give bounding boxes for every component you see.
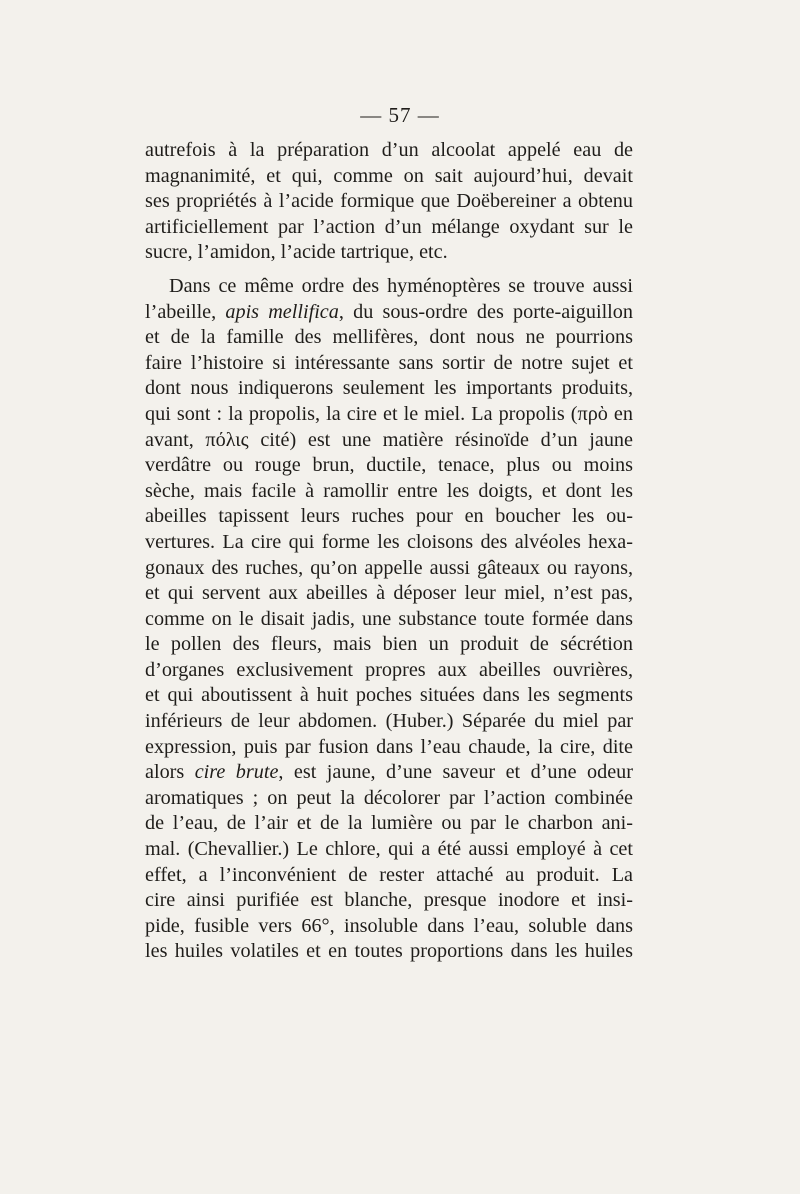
text-line: cire ainsi purifiée est blanche, presque inodore et insi- xyxy=(145,889,633,912)
page-number: — 57 — xyxy=(360,103,440,127)
text-line: sucre, l’amidon, l’acide tartrique, etc. xyxy=(145,241,448,264)
text-line: magnanimité, et qui, comme on sait aujourd’hui, devait xyxy=(145,164,633,187)
text-run: , est jaune, d’une saveur et d’une odeur xyxy=(278,761,633,784)
text-line: le pollen des fleurs, mais bien un produit de sécrétion xyxy=(145,633,633,656)
text-line: artificiellement par l’action d’un mélange oxydant sur le xyxy=(145,215,633,238)
paragraph-2 xyxy=(145,274,633,965)
text-line: qui sont : la propolis, la cire et le miel. La propolis (πρὸ en xyxy=(145,402,633,425)
text-line: verdâtre ou rouge brun, ductile, tenace, plus ou moins xyxy=(145,454,633,477)
text-line: Dans ce même ordre des hyménoptères se trouve aussi xyxy=(169,274,633,297)
italic-term: cire brute xyxy=(194,761,279,784)
text-line: mal. (Chevallier.) Le chlore, qui a été aussi employé à cet xyxy=(145,838,633,861)
text-line: autrefois à la préparation d’un alcoolat appelé eau de xyxy=(145,139,633,161)
text-line: comme on le disait jadis, une substance toute formée dans xyxy=(145,607,633,630)
text-line: d’organes exclusivement propres aux abeilles ouvrières, xyxy=(145,658,633,681)
text-line xyxy=(145,760,633,786)
paragraph-1 xyxy=(145,138,633,266)
paragraph-spacer xyxy=(145,266,633,274)
text-line: abeilles tapissent leurs ruches pour en boucher les ou- xyxy=(145,505,633,528)
text-line: avant, πόλις cité) est une matière résinoïde d’un jaune xyxy=(145,428,633,451)
text-run: , du sous-ordre des porte-aiguillon xyxy=(338,300,633,323)
text-line: les huiles volatiles et en toutes proportions dans les huiles xyxy=(145,940,633,963)
text-line: sèche, mais facile à ramollir entre les doigts, et dont les xyxy=(145,479,633,502)
text-line: gonaux des ruches, qu’on appelle aussi gâteaux ou rayons, xyxy=(145,556,633,579)
text-line: pide, fusible vers 66°, insoluble dans l’eau, soluble dans xyxy=(145,914,633,937)
italic-term: apis mellifica xyxy=(225,300,339,323)
text-line: et qui servent aux abeilles à déposer leur miel, n’est pas, xyxy=(145,582,633,605)
text-line xyxy=(145,300,633,326)
text-run: alors xyxy=(145,761,195,784)
text-line: faire l’histoire si intéressante sans sortir de notre sujet et xyxy=(145,351,633,374)
text-line: ses propriétés à l’acide formique que Doëbereiner a obtenu xyxy=(145,190,633,213)
text-line: dont nous indiquerons seulement les importants produits, xyxy=(145,377,633,400)
text-run: l’abeille, xyxy=(145,300,226,323)
body-text xyxy=(145,138,633,965)
text-line: et de la famille des mellifères, dont nous ne pourrions xyxy=(145,326,633,349)
text-line: effet, a l’inconvénient de rester attaché au produit. La xyxy=(145,863,633,886)
text-line: de l’eau, de l’air et de la lumière ou par le charbon ani- xyxy=(145,812,633,835)
text-line: inférieurs de leur abdomen. (Huber.) Séparée du miel par xyxy=(145,710,633,733)
text-line: expression, puis par fusion dans l’eau chaude, la cire, dite xyxy=(145,735,633,758)
text-line: aromatiques ; on peut la décolorer par l’action combinée xyxy=(145,786,633,809)
text-line: vertures. La cire qui forme les cloisons des alvéoles hexa- xyxy=(145,530,633,553)
text-line: et qui aboutissent à huit poches situées dans les segments xyxy=(145,684,633,707)
